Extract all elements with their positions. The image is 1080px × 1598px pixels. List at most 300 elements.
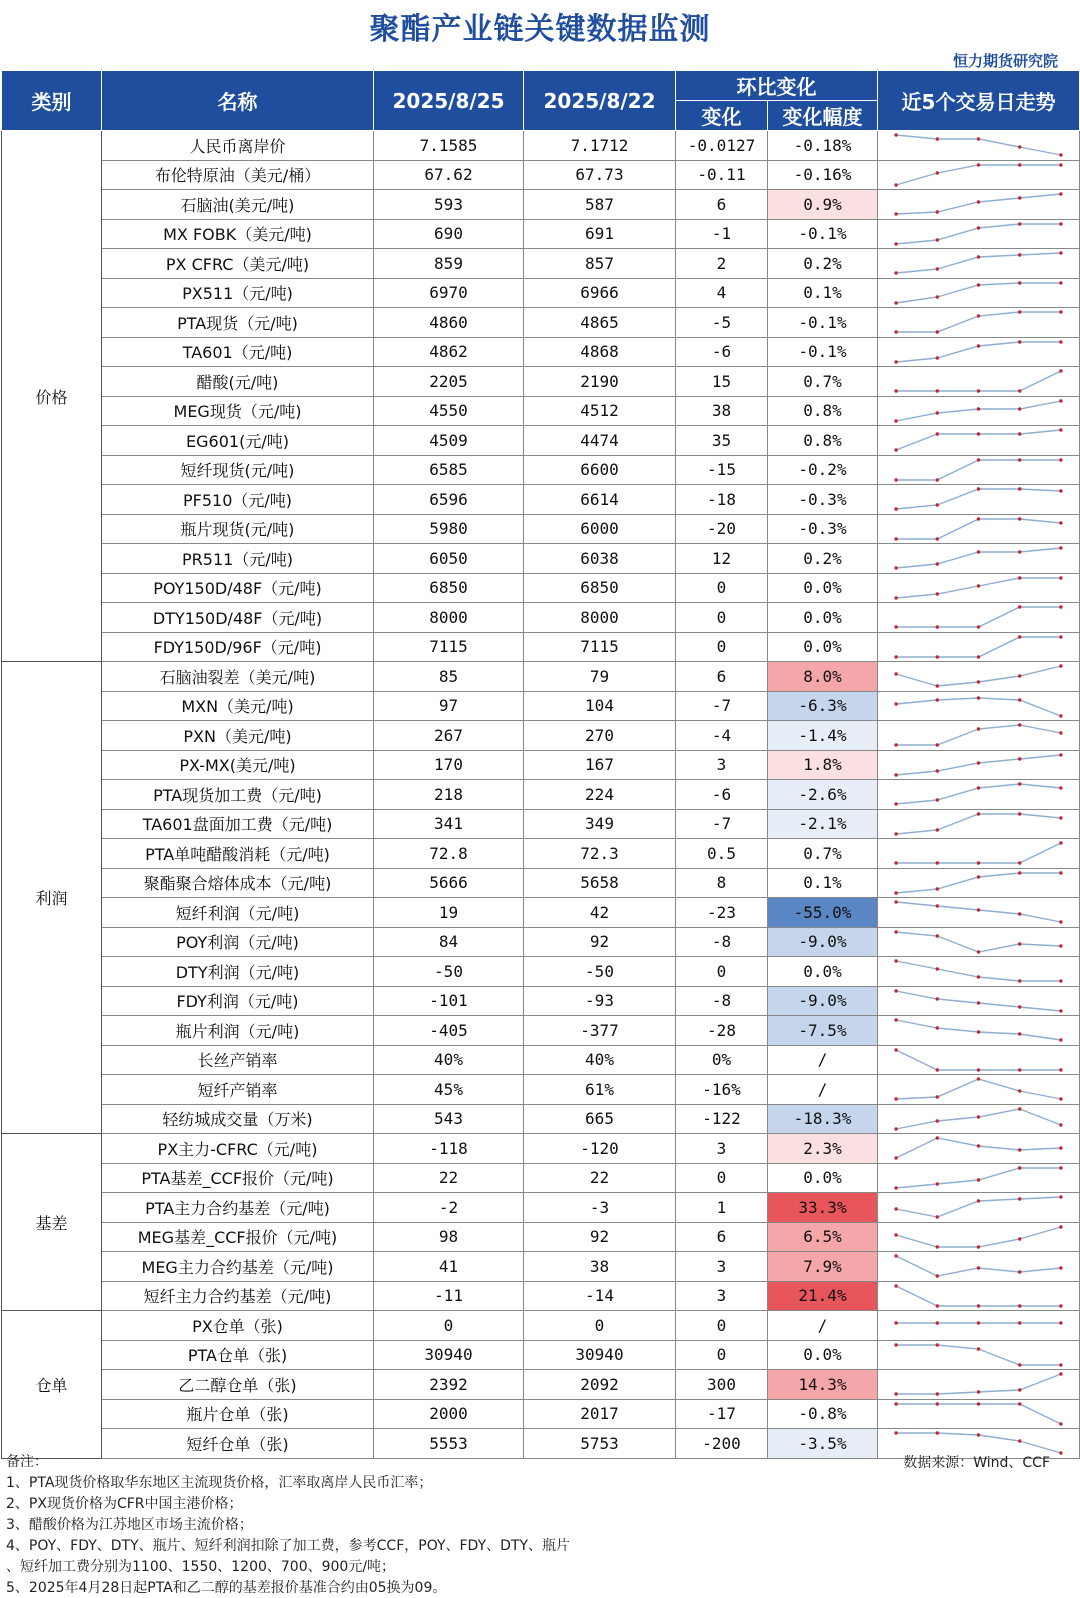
sparkline (878, 839, 1079, 867)
name-cell: PTA现货加工费（元/吨) (102, 780, 374, 810)
sparkline-point (1018, 1033, 1021, 1036)
category-label: 基差 (2, 1134, 102, 1311)
sparkline-point (936, 433, 939, 436)
sparkline-point (936, 238, 939, 241)
sparkline-point (977, 681, 980, 684)
value-date1-cell: 45% (374, 1075, 524, 1105)
sparkline-point (936, 295, 939, 298)
sparkline-point (977, 787, 980, 790)
table-row (2, 1222, 1080, 1252)
note-line: 、短纤加工费分别为1100、1550、1200、700、900元/吨； (6, 1559, 396, 1575)
sparkline-cell (878, 308, 1080, 338)
change-pct-cell: 0.1% (768, 278, 878, 308)
sparkline-cell (878, 957, 1080, 987)
change-pct-cell: -18.3% (768, 1104, 878, 1134)
sparkline (878, 426, 1079, 454)
sparkline-point (894, 1127, 897, 1130)
sparkline-point (894, 478, 897, 481)
sparkline-point (977, 201, 980, 204)
publisher-label: 恒力期货研究院 (952, 52, 1058, 70)
sparkline-point (1059, 163, 1062, 166)
value-date1-cell: 859 (374, 249, 524, 279)
change-pct-cell: 0.0% (768, 1163, 878, 1193)
sparkline-point (1059, 458, 1062, 461)
sparkline-point (1018, 1389, 1021, 1392)
value-date1-cell: 7.1585 (374, 131, 524, 161)
sparkline-cell (878, 721, 1080, 751)
sparkline-cell (878, 1252, 1080, 1282)
sparkline-point (1018, 1304, 1021, 1307)
change-pct-cell: -0.18% (768, 131, 878, 161)
change-cell: 8 (676, 868, 768, 898)
change-cell: 35 (676, 426, 768, 456)
value-date2-cell: 270 (524, 721, 676, 751)
name-cell: 短纤利润（元/吨) (102, 898, 374, 928)
table-row (2, 455, 1080, 485)
change-cell: 0 (676, 603, 768, 633)
change-cell: 3 (676, 750, 768, 780)
sparkline (878, 1311, 1079, 1339)
sparkline (878, 1400, 1079, 1428)
sparkline-line (896, 1050, 1061, 1070)
sparkline-cell (878, 337, 1080, 367)
sparkline-point (1059, 732, 1062, 735)
sparkline-point (894, 213, 897, 216)
sparkline-point (977, 1267, 980, 1270)
sparkline-cell (878, 839, 1080, 869)
value-date2-cell: 691 (524, 219, 676, 249)
sparkline-point (977, 1068, 980, 1071)
sparkline (878, 190, 1079, 218)
table-row (2, 337, 1080, 367)
sparkline-cell (878, 1281, 1080, 1311)
sparkline-point (1018, 458, 1021, 461)
category-label: 价格 (2, 131, 102, 662)
table-body (2, 131, 1080, 1459)
sparkline-point (936, 1068, 939, 1071)
table-row (2, 160, 1080, 190)
value-date1-cell: 5553 (374, 1429, 524, 1459)
sparkline-point (894, 272, 897, 275)
value-date2-cell: 61% (524, 1075, 676, 1105)
value-date2-cell: 4474 (524, 426, 676, 456)
table-row (2, 308, 1080, 338)
name-cell: 醋酸(元/吨) (102, 367, 374, 397)
sparkline-point (1059, 370, 1062, 373)
sparkline (878, 721, 1079, 749)
value-date2-cell: 7115 (524, 632, 676, 662)
table-row (2, 367, 1080, 397)
sparkline-point (894, 702, 897, 705)
sparkline-point (977, 761, 980, 764)
value-date1-cell: 4860 (374, 308, 524, 338)
change-pct-cell: 0.7% (768, 367, 878, 397)
sparkline-point (1018, 281, 1021, 284)
sparkline-point (894, 901, 897, 904)
sparkline-line (896, 489, 1061, 509)
change-pct-cell: -0.16% (768, 160, 878, 190)
change-pct-cell: -7.5% (768, 1016, 878, 1046)
sparkline-point (1059, 1422, 1062, 1425)
sparkline-point (1018, 311, 1021, 314)
table-row (2, 278, 1080, 308)
name-cell: PF510（元/吨) (102, 485, 374, 515)
sparkline-point (1059, 921, 1062, 924)
table-row (2, 839, 1080, 869)
sparkline (878, 161, 1079, 189)
value-date1-cell: 341 (374, 809, 524, 839)
change-pct-cell: -6.3% (768, 691, 878, 721)
change-pct-cell: 33.3% (768, 1193, 878, 1223)
change-pct-cell: -2.1% (768, 809, 878, 839)
table-row (2, 632, 1080, 662)
name-cell: POY利润（元/吨) (102, 927, 374, 957)
sparkline-point (977, 1115, 980, 1118)
sparkline (878, 515, 1079, 543)
value-date2-cell: 72.3 (524, 839, 676, 869)
value-date1-cell: 170 (374, 750, 524, 780)
value-date2-cell: 6038 (524, 544, 676, 574)
sparkline-point (894, 1432, 897, 1435)
sparkline (878, 1341, 1079, 1369)
sparkline-point (936, 478, 939, 481)
change-cell: 0 (676, 1340, 768, 1370)
sparkline (878, 249, 1079, 277)
table-row (2, 1016, 1080, 1046)
change-pct-cell: 8.0% (768, 662, 878, 692)
value-date1-cell: 30940 (374, 1340, 524, 1370)
value-date2-cell: 6966 (524, 278, 676, 308)
table-row (2, 131, 1080, 161)
value-date2-cell: 349 (524, 809, 676, 839)
sparkline-point (936, 1322, 939, 1325)
sparkline-cell (878, 396, 1080, 426)
sparkline-cell (878, 544, 1080, 574)
change-pct-cell: 2.3% (768, 1134, 878, 1164)
sparkline-line (896, 902, 1061, 922)
value-date2-cell: 665 (524, 1104, 676, 1134)
sparkline (878, 957, 1079, 985)
change-cell: 300 (676, 1370, 768, 1400)
value-date1-cell: 218 (374, 780, 524, 810)
name-cell: EG601(元/吨) (102, 426, 374, 456)
sparkline-line (896, 1227, 1061, 1247)
change-pct-cell: 6.5% (768, 1222, 878, 1252)
sparkline (878, 869, 1079, 897)
sparkline (878, 279, 1079, 307)
name-cell: 短纤现货(元/吨) (102, 455, 374, 485)
value-date1-cell: 5666 (374, 868, 524, 898)
change-pct-cell: / (768, 1075, 878, 1105)
sparkline (878, 308, 1079, 336)
sparkline (878, 1105, 1079, 1133)
table-row (2, 898, 1080, 928)
value-date2-cell: 6850 (524, 573, 676, 603)
change-pct-cell: 1.8% (768, 750, 878, 780)
sparkline-point (894, 673, 897, 676)
sparkline-cell (878, 426, 1080, 456)
sparkline-point (1018, 1166, 1021, 1169)
sparkline-point (894, 1208, 897, 1211)
value-date1-cell: 0 (374, 1311, 524, 1341)
value-date1-cell: 6850 (374, 573, 524, 603)
header-name: 名称 (102, 71, 374, 131)
sparkline-cell (878, 485, 1080, 515)
sparkline-cell (878, 1045, 1080, 1075)
sparkline-point (1059, 1098, 1062, 1101)
sparkline-line (896, 1286, 1061, 1306)
sparkline-point (936, 1343, 939, 1346)
sparkline-point (894, 1393, 897, 1396)
change-pct-cell: 0.2% (768, 544, 878, 574)
change-cell: -0.0127 (676, 131, 768, 161)
change-cell: 15 (676, 367, 768, 397)
sparkline-point (1059, 1039, 1062, 1042)
sparkline-cell (878, 190, 1080, 220)
sparkline-point (1059, 1068, 1062, 1071)
sparkline-point (936, 626, 939, 629)
sparkline-cell (878, 868, 1080, 898)
value-date2-cell: 92 (524, 927, 676, 957)
sparkline-point (1059, 1166, 1062, 1169)
sparkline (878, 1370, 1079, 1398)
name-cell: TA601盘面加工费（元/吨) (102, 809, 374, 839)
change-cell: 0.5 (676, 839, 768, 869)
sparkline (878, 338, 1079, 366)
sparkline-point (936, 905, 939, 908)
sparkline-point (1018, 812, 1021, 815)
sparkline (878, 1252, 1079, 1280)
sparkline-point (936, 1393, 939, 1396)
change-pct-cell: -0.3% (768, 514, 878, 544)
sparkline-point (1059, 1147, 1062, 1150)
change-cell: -15 (676, 455, 768, 485)
value-date2-cell: 2017 (524, 1399, 676, 1429)
sparkline-point (1059, 1304, 1062, 1307)
sparkline (878, 1075, 1079, 1103)
sparkline-line (896, 1168, 1061, 1188)
header-change: 变化 (676, 101, 768, 131)
name-cell: 短纤主力合约基差（元/吨) (102, 1281, 374, 1311)
change-cell: -23 (676, 898, 768, 928)
sparkline-point (894, 960, 897, 963)
name-cell: 聚酯聚合熔体成本（元/吨) (102, 868, 374, 898)
value-date2-cell: 857 (524, 249, 676, 279)
sparkline (878, 662, 1079, 690)
sparkline-point (894, 1157, 897, 1160)
value-date2-cell: 38 (524, 1252, 676, 1282)
sparkline (878, 751, 1079, 779)
sparkline-point (894, 537, 897, 540)
name-cell: PTA单吨醋酸消耗（元/吨) (102, 839, 374, 869)
sparkline-point (894, 301, 897, 304)
change-cell: 3 (676, 1134, 768, 1164)
sparkline-point (936, 1304, 939, 1307)
sparkline-point (1059, 340, 1062, 343)
sparkline-point (977, 1391, 980, 1394)
change-cell: -17 (676, 1399, 768, 1429)
table-row (2, 573, 1080, 603)
sparkline (878, 485, 1079, 513)
value-date2-cell: -120 (524, 1134, 676, 1164)
change-pct-cell: 0.0% (768, 632, 878, 662)
sparkline-point (1059, 1225, 1062, 1228)
name-cell: 短纤产销率 (102, 1075, 374, 1105)
change-pct-cell: 0.1% (768, 868, 878, 898)
change-cell: 4 (676, 278, 768, 308)
sparkline-point (1018, 407, 1021, 410)
sparkline-point (1059, 1267, 1062, 1270)
change-cell: -7 (676, 809, 768, 839)
change-cell: 0% (676, 1045, 768, 1075)
sparkline-point (977, 626, 980, 629)
name-cell: 长丝产销率 (102, 1045, 374, 1075)
sparkline-point (894, 596, 897, 599)
name-cell: MEG基差_CCF报价（元/吨) (102, 1222, 374, 1252)
sparkline-point (977, 458, 980, 461)
sparkline-line (896, 814, 1061, 834)
name-cell: 瓶片仓单（张) (102, 1399, 374, 1429)
sparkline-point (1059, 1009, 1062, 1012)
value-date1-cell: 8000 (374, 603, 524, 633)
change-cell: -122 (676, 1104, 768, 1134)
change-pct-cell: 7.9% (768, 1252, 878, 1282)
sparkline-point (1018, 606, 1021, 609)
value-date2-cell: 2190 (524, 367, 676, 397)
sparkline-point (894, 1343, 897, 1346)
change-pct-cell: 0.0% (768, 603, 878, 633)
sparkline-cell (878, 927, 1080, 957)
value-date1-cell: -2 (374, 1193, 524, 1223)
sparkline-point (894, 655, 897, 658)
value-date1-cell: 98 (374, 1222, 524, 1252)
change-cell: -16% (676, 1075, 768, 1105)
sparkline-point (936, 211, 939, 214)
sparkline (878, 574, 1079, 602)
sparkline-point (1018, 1198, 1021, 1201)
sparkline-point (977, 1200, 980, 1203)
name-cell: PTA主力合约基差（元/吨) (102, 1193, 374, 1223)
change-cell: -20 (676, 514, 768, 544)
sparkline-point (894, 419, 897, 422)
sparkline-point (1059, 1363, 1062, 1366)
change-cell: -1 (676, 219, 768, 249)
header-mom: 环比变化 (676, 71, 878, 101)
value-date2-cell: 30940 (524, 1340, 676, 1370)
note-line: 2、PX现货价格为CFR中国主港价格； (6, 1496, 243, 1512)
value-date2-cell: 587 (524, 190, 676, 220)
sparkline-point (894, 1322, 897, 1325)
table-row (2, 1193, 1080, 1223)
change-cell: 0 (676, 957, 768, 987)
sparkline-point (977, 1402, 980, 1405)
change-pct-cell: -0.2% (768, 455, 878, 485)
sparkline-line (896, 578, 1061, 598)
table-row (2, 219, 1080, 249)
name-cell: 短纤仓单（张) (102, 1429, 374, 1459)
value-date1-cell: -101 (374, 986, 524, 1016)
table-row (2, 691, 1080, 721)
sparkline-point (936, 1245, 939, 1248)
value-date1-cell: 6050 (374, 544, 524, 574)
name-cell: PX主力-CFRC（元/吨) (102, 1134, 374, 1164)
sparkline (878, 220, 1079, 248)
note-line: 1、PTA现货价格取华东地区主流现货价格，汇率取离岸人民币汇率； (6, 1475, 433, 1491)
sparkline-point (977, 1078, 980, 1081)
sparkline-point (1018, 146, 1021, 149)
sparkline-point (1018, 1322, 1021, 1325)
sparkline-point (894, 390, 897, 393)
sparkline-cell (878, 131, 1080, 161)
sparkline-cell (878, 367, 1080, 397)
sparkline-point (1018, 1271, 1021, 1274)
sparkline-point (894, 862, 897, 865)
sparkline-point (977, 1322, 980, 1325)
name-cell: PX仓单（张) (102, 1311, 374, 1341)
sparkline-point (977, 517, 980, 520)
value-date2-cell: 7.1712 (524, 131, 676, 161)
change-cell: -6 (676, 780, 768, 810)
sparkline-point (977, 812, 980, 815)
change-cell: -8 (676, 927, 768, 957)
change-cell: 0 (676, 632, 768, 662)
value-date2-cell: -14 (524, 1281, 676, 1311)
change-cell: 1 (676, 1193, 768, 1223)
change-cell: -28 (676, 1016, 768, 1046)
sparkline-line (896, 637, 1061, 657)
sparkline-point (1059, 252, 1062, 255)
sparkline-line (896, 607, 1061, 627)
sparkline-line (896, 1109, 1061, 1129)
value-date1-cell: -405 (374, 1016, 524, 1046)
change-cell: 6 (676, 662, 768, 692)
sparkline-point (894, 1402, 897, 1405)
sparkline-point (894, 567, 897, 570)
value-date2-cell: 5753 (524, 1429, 676, 1459)
sparkline-point (936, 268, 939, 271)
sparkline-point (936, 592, 939, 595)
sparkline-point (977, 976, 980, 979)
sparkline (878, 603, 1079, 631)
sparkline-point (1018, 862, 1021, 865)
sparkline-point (936, 171, 939, 174)
sparkline-point (936, 1182, 939, 1185)
sparkline-point (1059, 635, 1062, 638)
sparkline-line (896, 1020, 1061, 1040)
value-date1-cell: 4509 (374, 426, 524, 456)
value-date1-cell: -118 (374, 1134, 524, 1164)
sparkline-point (977, 407, 980, 410)
sparkline-line (896, 755, 1061, 775)
name-cell: 瓶片现货(元/吨) (102, 514, 374, 544)
change-pct-cell: -0.1% (768, 308, 878, 338)
sparkline-point (1059, 399, 1062, 402)
sparkline-point (977, 283, 980, 286)
sparkline (878, 898, 1079, 926)
sparkline-point (894, 449, 897, 452)
sparkline-line (896, 460, 1061, 480)
sparkline (878, 928, 1079, 956)
value-date2-cell: 8000 (524, 603, 676, 633)
sparkline (878, 367, 1079, 395)
sparkline-point (936, 1096, 939, 1099)
change-cell: 38 (676, 396, 768, 426)
table-row (2, 603, 1080, 633)
sparkline-line (896, 698, 1061, 716)
sparkline (878, 1223, 1079, 1251)
value-date2-cell: 4868 (524, 337, 676, 367)
table-row (2, 426, 1080, 456)
